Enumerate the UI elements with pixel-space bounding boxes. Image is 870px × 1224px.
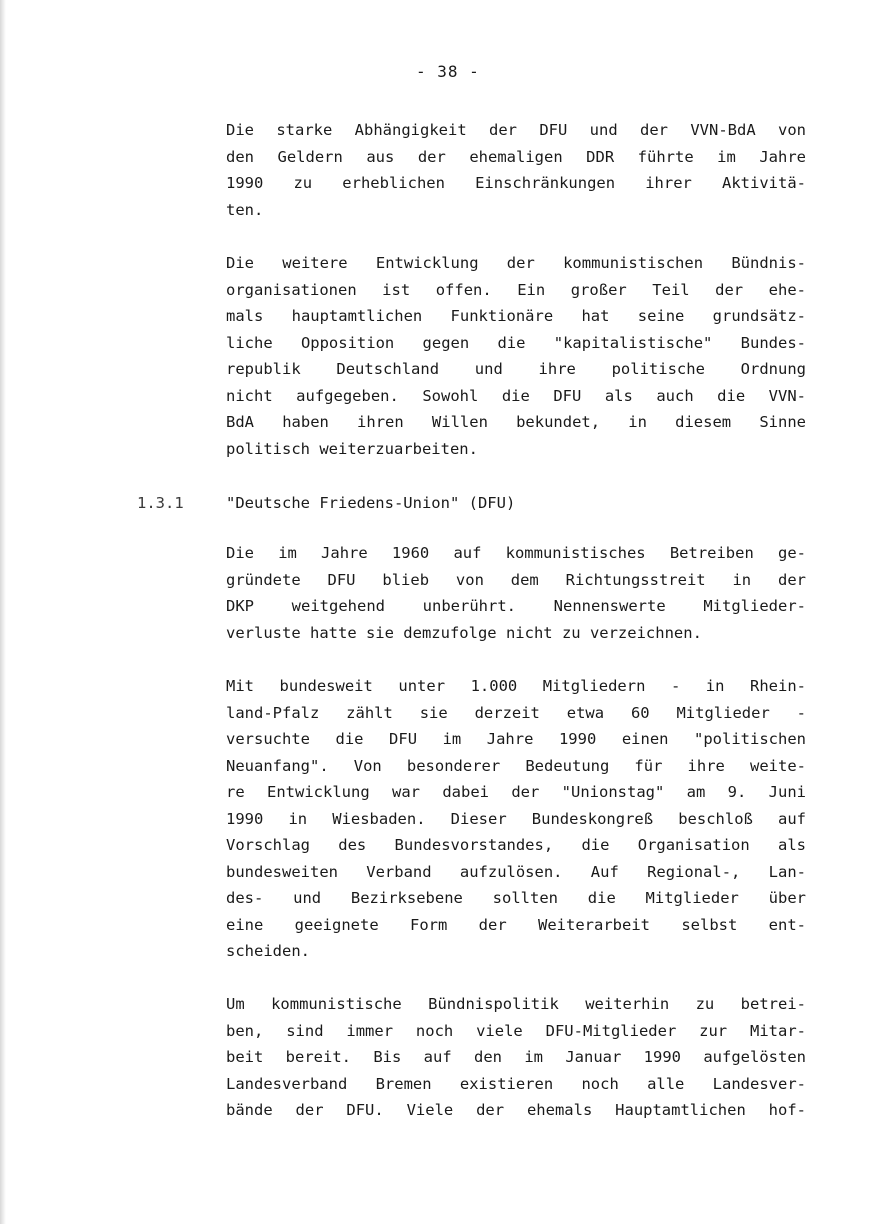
text-line: Um kommunistische Bündnispolitik weiterhin zu betrei- xyxy=(226,995,806,1013)
text-line: Vorschlag des Bundesvorstandes, die Organisation als xyxy=(226,836,806,854)
text-line: gründete DFU blieb von dem Richtungsstreit in der xyxy=(226,570,806,589)
text-line: den Geldern aus der ehemaligen DDR führte im Jahre xyxy=(226,147,806,166)
section-number: 1.3.1 xyxy=(137,494,184,512)
text-line: eine geeignete Form der Weiterarbeit selbst ent- xyxy=(226,915,806,934)
text-line: nicht aufgegeben. Sowohl die DFU als auch die VVN- xyxy=(226,386,806,405)
text-line: ten. xyxy=(226,200,264,219)
text-line: re Entwicklung war dabei der "Unionstag" am 9. Juni xyxy=(226,783,806,801)
scan-edge-shadow xyxy=(0,0,6,1224)
text-line: scheiden. xyxy=(226,942,310,960)
paragraph-dfu-founding xyxy=(226,540,806,646)
text-line: 1990 zu erheblichen Einschränkungen ihrer Aktivitä- xyxy=(226,174,806,192)
paragraph-political-restart xyxy=(226,673,806,965)
paragraph-dfu-vvn-dependence xyxy=(226,117,806,223)
text-line: DKP weitgehend unberührt. Nennenswerte Mitglieder- xyxy=(226,597,806,615)
text-line: republik Deutschland und ihre politische Ordnung xyxy=(226,360,806,378)
text-line: bände der DFU. Viele der ehemals Hauptamtlichen hof- xyxy=(226,1101,806,1119)
text-line: liche Opposition gegen die "kapitalistische" Bundes- xyxy=(226,333,806,352)
text-line: des- und Bezirksebene sollten die Mitglieder über xyxy=(226,889,806,907)
paragraph-future-development xyxy=(226,250,806,462)
text-line: BdA haben ihren Willen bekundet, in diesem Sinne xyxy=(226,413,806,431)
text-line: mals hauptamtlichen Funktionäre hat seine grundsätz- xyxy=(226,307,806,325)
text-line: 1990 in Wiesbaden. Dieser Bundeskongreß beschloß auf xyxy=(226,809,806,828)
text-line: Die im Jahre 1960 auf kommunistisches Betreiben ge- xyxy=(226,544,806,562)
text-line: bundesweiten Verband aufzulösen. Auf Regional-, Lan- xyxy=(226,862,806,881)
paragraph-alliance-policy xyxy=(226,991,806,1124)
text-line: Mit bundesweit unter 1.000 Mitgliedern - in Rhein- xyxy=(226,677,806,695)
text-line: verluste hatte sie demzufolge nicht zu verzeichnen. xyxy=(226,623,702,642)
text-line: Neuanfang". Von besonderer Bedeutung für ihre weite- xyxy=(226,756,806,775)
section-title: "Deutsche Friedens-Union" (DFU) xyxy=(226,494,516,512)
text-line: land-Pfalz zählt sie derzeit etwa 60 Mitglieder - xyxy=(226,703,806,722)
text-line: ben, sind immer noch viele DFU-Mitglieder zur Mitar- xyxy=(226,1021,806,1040)
text-line: organisationen ist offen. Ein großer Teil der ehe- xyxy=(226,280,806,299)
text-line: Die weitere Entwicklung der kommunistischen Bündnis- xyxy=(226,254,806,272)
text-line: Landesverband Bremen existieren noch alle Landesver- xyxy=(226,1074,806,1093)
text-line: Die starke Abhängigkeit der DFU und der VVN-BdA von xyxy=(226,121,806,139)
text-line: beit bereit. Bis auf den im Januar 1990 aufgelösten xyxy=(226,1048,806,1066)
text-line: politisch weiterzuarbeiten. xyxy=(226,439,478,458)
text-line: versuchte die DFU im Jahre 1990 einen "politischen xyxy=(226,730,806,748)
page-number: - 38 - xyxy=(416,62,480,81)
